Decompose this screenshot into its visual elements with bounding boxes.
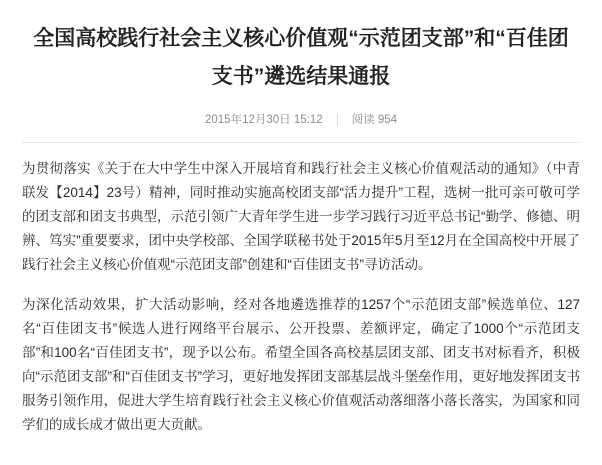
article-paragraph: 为深化活动效果，扩大活动影响，经对各地遴选推荐的1257个“示范团支部”候选单位、127名“百佳团支书”候选人进行网络平台展示、公开投票、差额评定，确定了1000个“示范团支部”和100名“百佳团支书”，现予以公布。希望全国各高校基层团支部、团支书对标看齐，积极向“示范团支部”和“百佳团支书”学习，更好地发挥团支部基层战斗堡垒作用，更好地发挥团支书服务引领作用，促进大学生培育践行社会主义核心价值观活动落细落小落长落实，为国家和同学们的成长成才做出更大贡献。: [22, 297, 580, 432]
article-paragraph: 为贯彻落实《关于在大中学生中深入开展培育和践行社会主义核心价值观活动的通知》（中青联发【2014】23号）精神，同时推动实施高校团支部“活力提升”工程，选树一批可亲可敬可学的团支部和团支书典型，示范引领广大青年学生进一步学习践行习近平总书记“勤学、修德、明辨、笃实”重要要求，团中央学校部、全国学联秘书处于2015年5月至12月在全国高校中开展了践行社会主义核心价值观“示范团支部”创建和“百佳团支书”寻访活动。: [22, 161, 580, 272]
view-count: 阅读 954: [351, 114, 398, 126]
publish-date: 2015年12月30日 15:12: [204, 114, 323, 126]
header-divider: [22, 142, 580, 143]
article-body: [22, 157, 580, 437]
page-title: 全国高校践行社会主义核心价值观“示范团支部”和“百佳团支书”遴选结果通报: [33, 27, 569, 88]
article-meta: [22, 112, 580, 128]
